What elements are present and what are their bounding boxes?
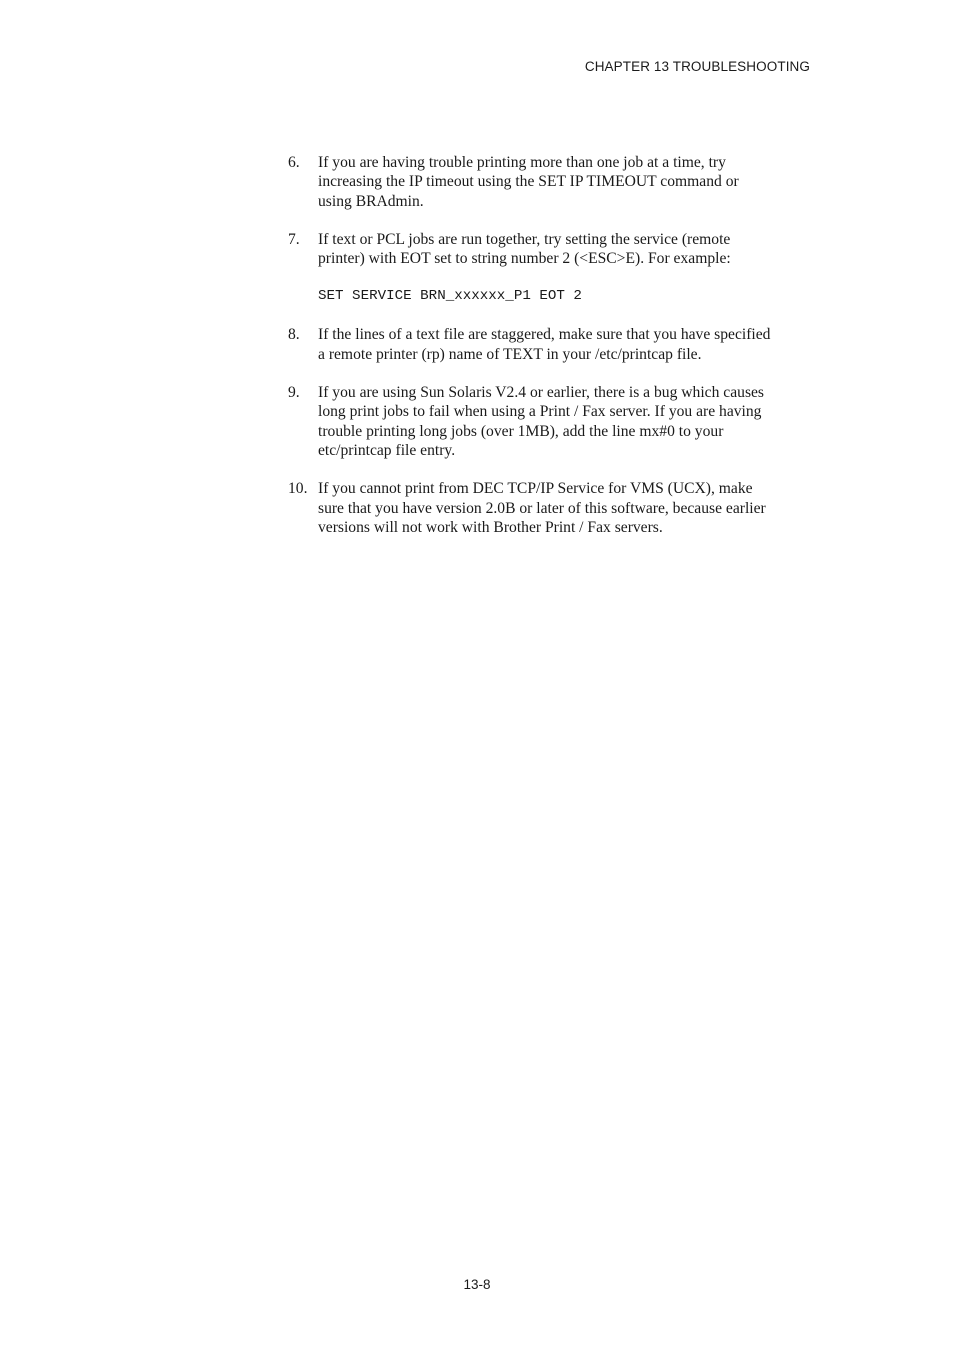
page-number: 13-8: [463, 1277, 491, 1292]
item-line: versions will not work with Brother Print / Fax servers.: [318, 518, 663, 536]
code-example: SET SERVICE BRN_xxxxxx_P1 EOT 2: [318, 288, 582, 305]
item-number: 8.: [288, 326, 300, 344]
item-line: sure that you have version 2.0B or later of this software, because earlier: [318, 499, 766, 517]
item-number: 6.: [288, 154, 300, 171]
item-line: trouble printing long jobs (over 1MB), add the line mx#0 to your: [318, 422, 724, 440]
chapter-header: CHAPTER 13 TROUBLESHOOTING: [584, 59, 810, 74]
item-line: If you are using Sun Solaris V2.4 or earlier, there is a bug which causes: [318, 384, 764, 402]
item-line: If you are having trouble printing more than one job at a time, try: [318, 154, 726, 171]
item-line: using BRAdmin.: [318, 192, 424, 210]
list-item-10: [288, 479, 818, 537]
item-number: 10.: [288, 480, 308, 498]
item-number: 9.: [288, 384, 300, 402]
troubleshooting-list: [288, 153, 818, 556]
list-item-7: [288, 230, 818, 307]
list-item-9: [288, 383, 818, 460]
item-line: If you cannot print from DEC TCP/IP Service for VMS (UCX), make: [318, 480, 753, 498]
list-item-6: [288, 153, 818, 211]
item-line: printer) with EOT set to string number 2 (<ESC>E). For example:: [318, 250, 731, 268]
item-line: increasing the IP timeout using the SET IP TIMEOUT command or: [318, 173, 739, 191]
item-line: If the lines of a text file are staggered, make sure that you have specified: [318, 326, 771, 344]
item-line: a remote printer (rp) name of TEXT in your /etc/printcap file.: [318, 345, 702, 363]
item-number: 7.: [288, 230, 300, 248]
item-line: etc/printcap file entry.: [318, 441, 456, 459]
item-line: If text or PCL jobs are run together, try setting the service (remote: [318, 230, 731, 248]
list-item-8: [288, 325, 818, 364]
item-line: long print jobs to fail when using a Print / Fax server. If you are having: [318, 403, 762, 421]
